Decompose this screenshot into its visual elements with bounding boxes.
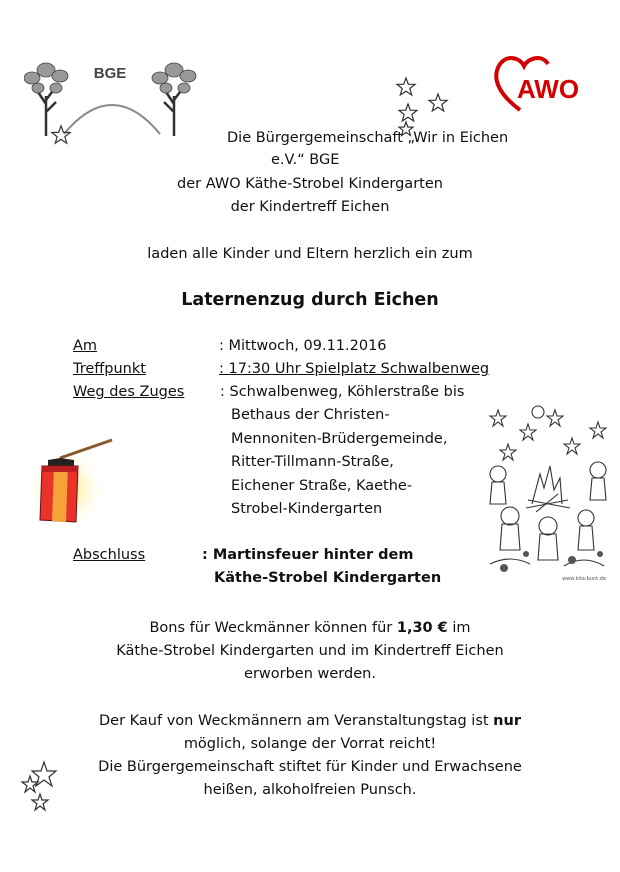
notice-emphasis: nur xyxy=(493,713,521,729)
notice-line-2: möglich, solange der Vorrat reicht! xyxy=(183,736,437,752)
notice-text: Der Kauf von Weckmännern am Veranstaltungstag ist xyxy=(99,713,494,729)
route-line: : Schwalbenweg, Köhlerstraße bis xyxy=(220,384,465,400)
meeting-point-value xyxy=(219,358,489,380)
lantern-icon xyxy=(20,430,116,530)
bge-logo-text: BGE xyxy=(93,65,127,82)
intro-line-1: Die Bürgergemeinschaft „Wir in Eichen xyxy=(227,130,509,146)
notice-line-4: heißen, alkoholfreien Punsch. xyxy=(203,782,417,798)
route-line: Strobel-Kindergarten xyxy=(231,501,383,517)
intro-line-2: e.V.“ BGE xyxy=(271,152,340,168)
route-line: Bethaus der Christen- xyxy=(231,407,390,423)
bons-line-2: Käthe-Strobel Kindergarten und im Kindertreff Eichen xyxy=(116,643,504,659)
date-label: Am xyxy=(73,338,98,354)
meeting-point-label: Treffpunkt xyxy=(73,361,146,377)
awo-logo xyxy=(490,52,580,116)
route-line: Eichener Straße, Kaethe- xyxy=(231,478,413,494)
meeting-point-text: : 17:30 Uhr Spielplatz Schwalbenweg xyxy=(219,361,490,377)
bons-line-3: erworben werden. xyxy=(244,666,376,682)
date-value: : Mittwoch, 09.11.2016 xyxy=(219,338,387,354)
children-bonfire-illustration xyxy=(480,404,615,584)
closing-label: Abschluss xyxy=(73,547,146,563)
invitation-text: laden alle Kinder und Eltern herzlich ein zum xyxy=(147,246,473,262)
star-cluster-icon xyxy=(18,760,66,812)
notice-line-1 xyxy=(0,710,620,732)
bons-text: Bons für Weckmänner können für xyxy=(149,620,397,636)
bons-text: im xyxy=(447,620,471,636)
intro-line-3: der AWO Käthe-Strobel Kindergarten xyxy=(177,176,443,192)
awo-logo-text: AWO xyxy=(516,74,580,104)
closing-value: : Martinsfeuer hinter dem xyxy=(202,547,414,563)
star-icon xyxy=(50,124,72,146)
route-line: Mennoniten-Brüdergemeinde, xyxy=(231,431,448,447)
bons-line-1 xyxy=(0,617,620,639)
notice-line-3: Die Bürgergemeinschaft stiftet für Kinder und Erwachsene xyxy=(98,759,522,775)
closing-value: Käthe-Strobel Kindergarten xyxy=(214,570,442,586)
bons-price: 1,30 € xyxy=(396,620,448,636)
route-line: Ritter-Tillmann-Straße, xyxy=(231,454,394,470)
illustration-credit: www.kita-bunt.de xyxy=(562,576,606,582)
route-label: Weg des Zuges xyxy=(73,384,185,400)
event-title: Laternenzug durch Eichen xyxy=(181,290,439,310)
intro-line-4: der Kindertreff Eichen xyxy=(230,199,390,215)
